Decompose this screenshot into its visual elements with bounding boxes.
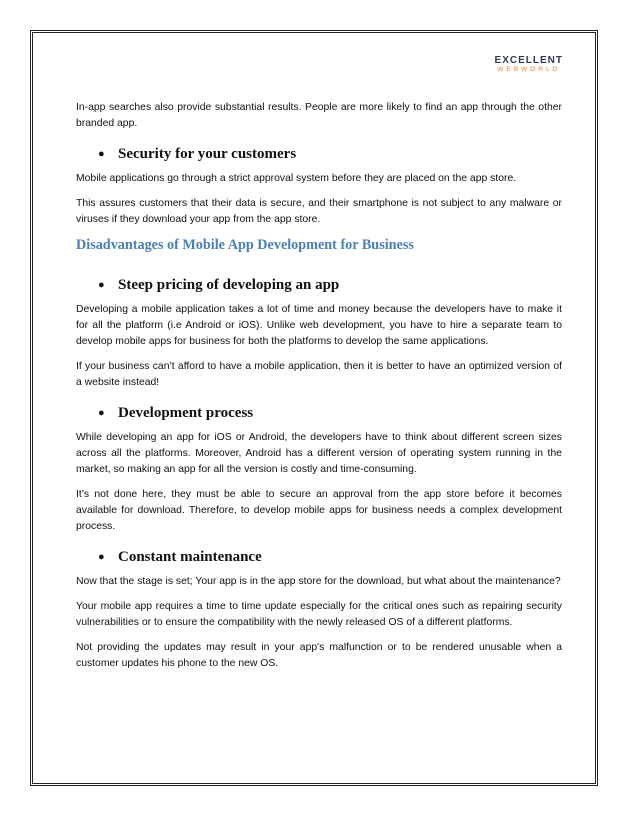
bullet-heading-text: Development process: [118, 405, 254, 421]
section-heading: Disadvantages of Mobile App Development for Business: [76, 237, 414, 253]
bullet-icon: ●: [98, 279, 105, 291]
paragraph: Now that the stage is set; Your app is in the app store for the download, but what about the maintenance?: [76, 576, 561, 587]
bullet-icon: ●: [98, 148, 105, 160]
document-body: [76, 100, 562, 681]
bullet-icon: ●: [98, 407, 105, 419]
bullet-heading: [98, 277, 562, 293]
paragraph: Developing a mobile application takes a lot of time and money because the developers have to make it for all the platform (i.e Android or iOS). Unlike web development, you have to hire a separate team to develop mobile apps for business for both the platforms to develop the same applications.: [76, 304, 562, 347]
paragraph: If your business can’t afford to have a mobile application, then it is better to have an optimized version of a website instead!: [76, 361, 562, 388]
bullet-heading: [98, 405, 562, 421]
bullet-heading-text: Constant maintenance: [118, 549, 262, 565]
paragraph: It’s not done here, they must be able to secure an approval from the app store before it becomes available for download. Therefore, to develop mobile apps for business needs a complex development process.: [76, 489, 562, 532]
logo-line-1: EXCELLENT: [494, 55, 563, 66]
bullet-heading: [98, 146, 562, 162]
bullet-heading-text: Steep pricing of developing an app: [118, 277, 340, 293]
paragraph: Not providing the updates may result in your app's malfunction or to be rendered unusable when a customer updates his phone to the new OS.: [76, 642, 562, 669]
bullet-heading-text: Security for your customers: [118, 146, 297, 162]
brand-logo: [495, 55, 563, 74]
logo-line-2: WEBWORLD: [497, 66, 561, 73]
bullet-heading: [98, 549, 562, 565]
paragraph: Mobile applications go through a strict approval system before they are placed on the app store.: [76, 173, 517, 184]
paragraph: This assures customers that their data is secure, and their smartphone is not subject to any malware or viruses if they download your app from the app store.: [76, 198, 562, 225]
paragraph: In-app searches also provide substantial results. People are more likely to find an app through the other branded app.: [76, 102, 562, 129]
bullet-icon: ●: [98, 551, 105, 563]
paragraph: While developing an app for iOS or Android, the developers have to think about different screen sizes across all the platforms. Moreover, Android has a different version of operating system running in the market, so making an app for all the version is costly and time-consuming.: [76, 432, 562, 475]
paragraph: Your mobile app requires a time to time update especially for the critical ones such as repairing security vulnerabilities or to ensure the compatibility with the newly released OS of a different platforms.: [76, 601, 562, 628]
